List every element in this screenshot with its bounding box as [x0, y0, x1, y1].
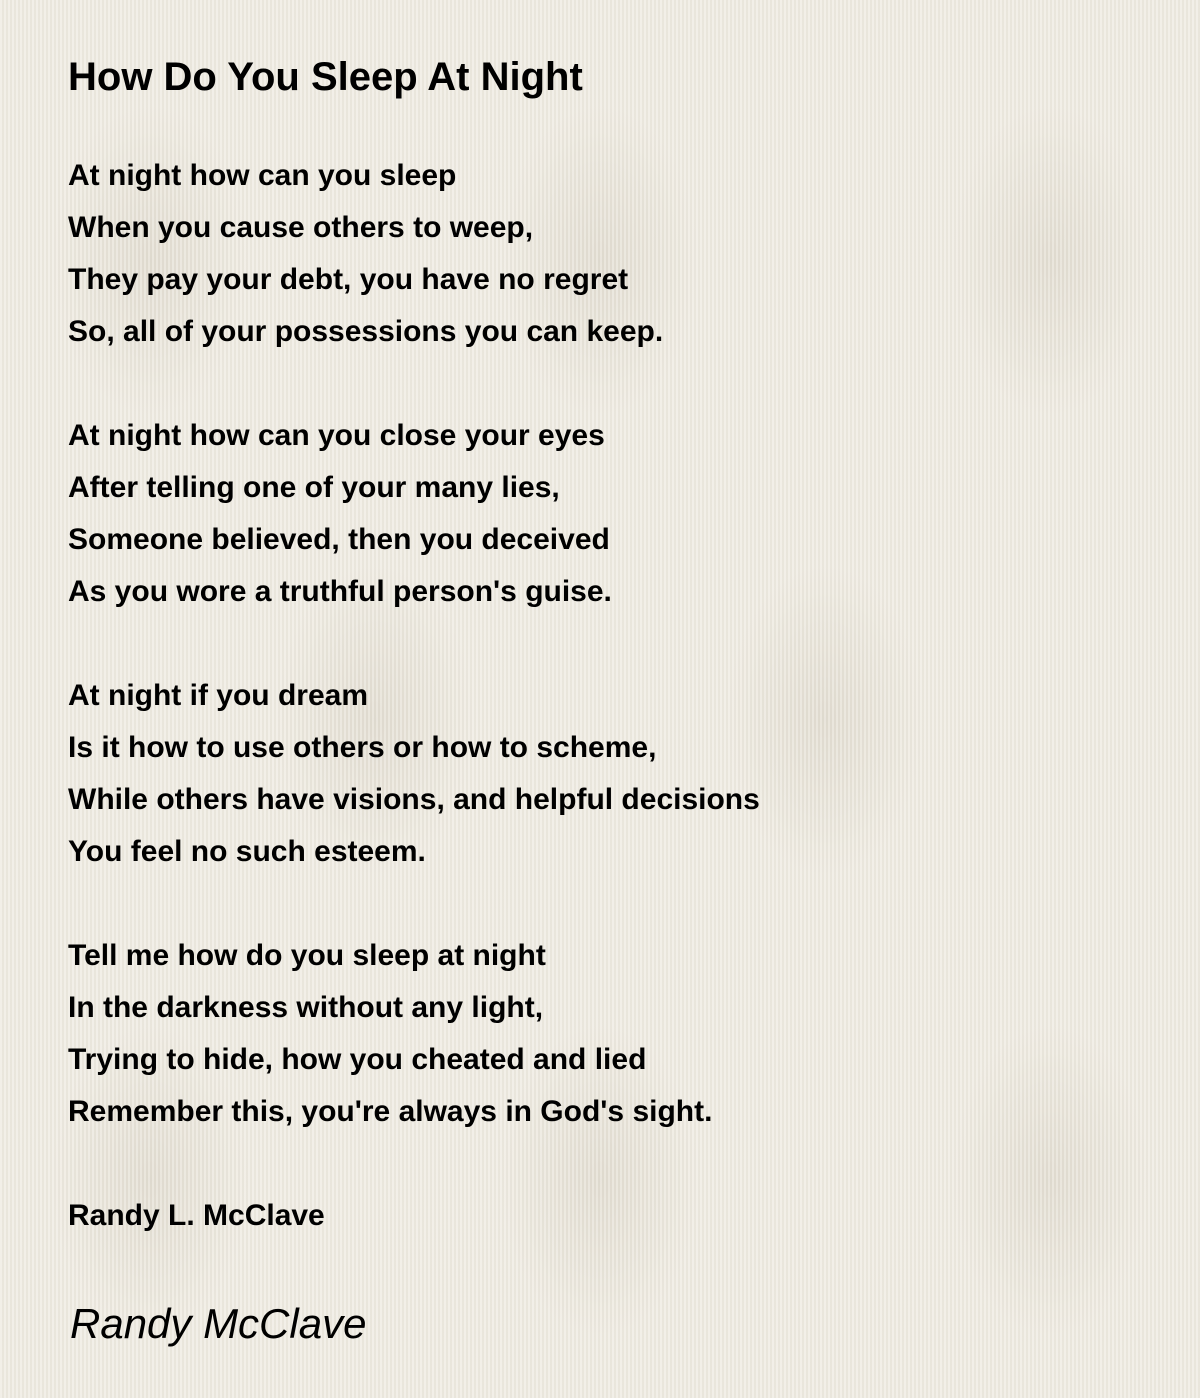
- stanza-2: [68, 410, 1168, 618]
- author-name: Randy McClave: [70, 1300, 367, 1347]
- poem-line: Trying to hide, how you cheated and lied: [68, 1043, 647, 1076]
- poem-line: You feel no such esteem.: [68, 835, 426, 868]
- poem-body: [68, 150, 1168, 1242]
- poem-line: In the darkness without any light,: [68, 991, 544, 1024]
- stanza-4: [68, 930, 1168, 1138]
- poem-line: After telling one of your many lies,: [68, 471, 560, 504]
- stanza-3: [68, 670, 1168, 878]
- poem-line: Someone believed, then you deceived: [68, 523, 610, 556]
- poem-attribution: Randy L. McClave: [68, 1199, 325, 1232]
- poem-line: So, all of your possessions you can keep.: [68, 315, 664, 348]
- poem-line: Tell me how do you sleep at night: [68, 939, 546, 972]
- poem-line: Remember this, you're always in God's sight.: [68, 1095, 713, 1128]
- poem-line: When you cause others to weep,: [68, 211, 534, 244]
- stanza-1: [68, 150, 1168, 358]
- poem-line: At night how can you close your eyes: [68, 419, 605, 452]
- poem-line: As you wore a truthful person's guise.: [68, 575, 612, 608]
- poem-line: At night if you dream: [68, 679, 368, 712]
- poem-line: They pay your debt, you have no regret: [68, 263, 629, 296]
- poem-line: While others have visions, and helpful decisions: [68, 783, 760, 816]
- poem-line: At night how can you sleep: [68, 159, 457, 192]
- poem-line: Is it how to use others or how to scheme,: [68, 731, 657, 764]
- poem-title: How Do You Sleep At Night: [68, 55, 583, 99]
